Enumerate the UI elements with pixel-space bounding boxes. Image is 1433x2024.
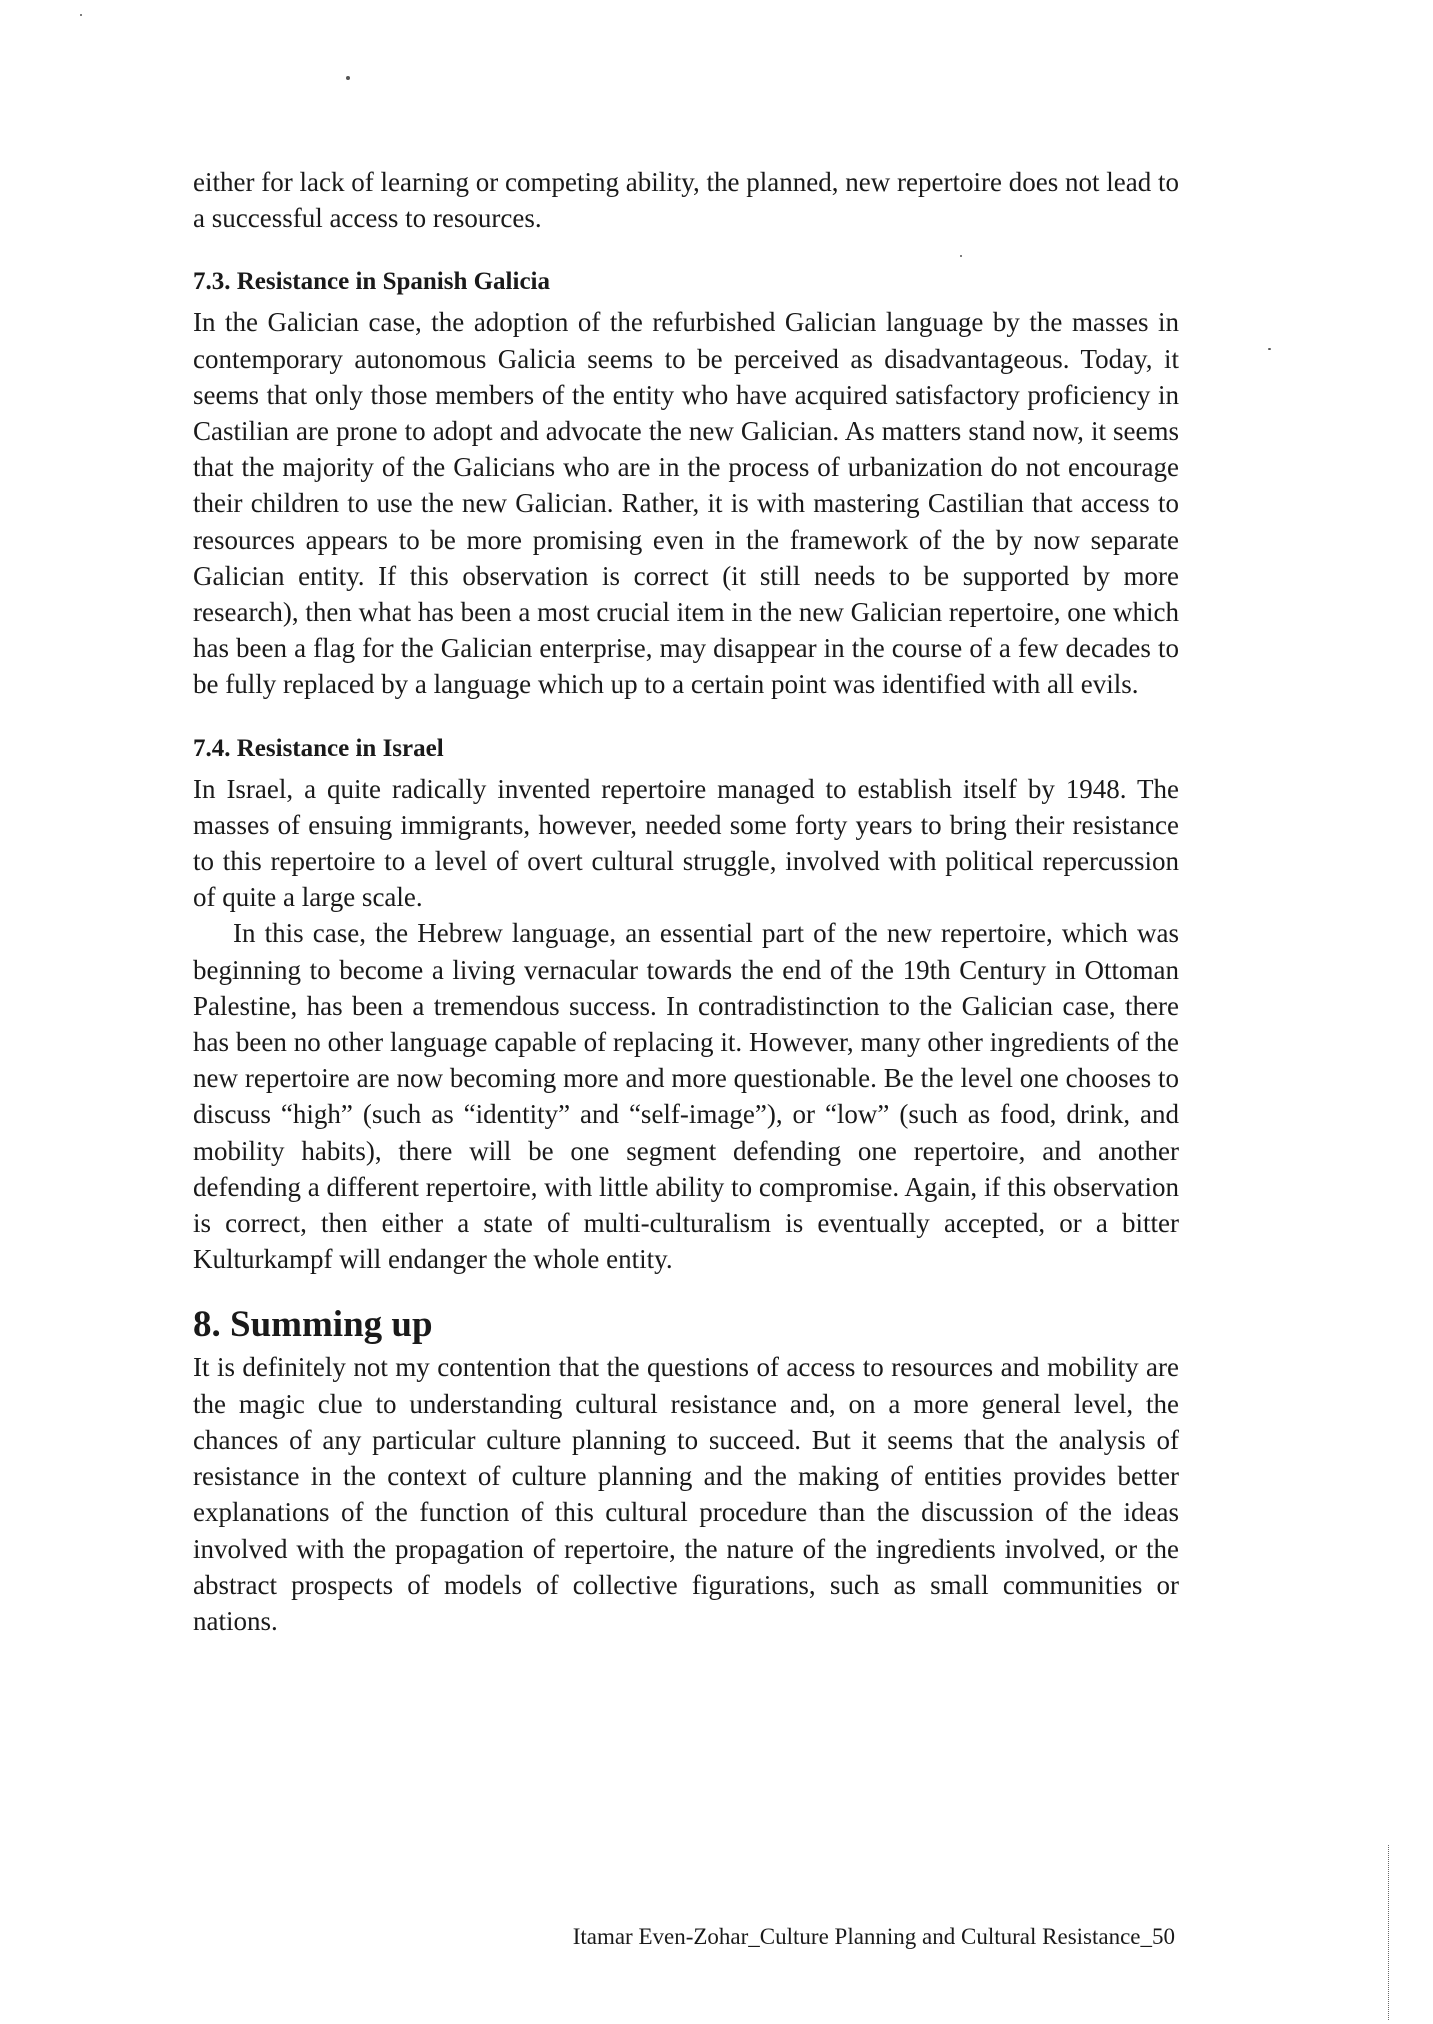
opening-paragraph: either for lack of learning or competing ability, the planned, new repertoire does not lead to a successful access to resources. [193, 167, 1179, 234]
section-8-paragraph: It is definitely not my contention that the questions of access to resources and mobility are the magic clue to understanding cultural resistance and, on a more general level, the chances of any particular culture planning to succeed. But it seems that the analysis of resistance in the context of culture planning and the making of entities provides better explanations of the function of this cultural procedure than the discussion of the ideas involved with the propagation of repertoire, the nature of the ingredients involved, or the abstract prospects of models of collective figurations, such as small communities or nations. [193, 1352, 1179, 1636]
scan-speck [1268, 348, 1271, 350]
section-heading-7-3: 7.3. Resistance in Spanish Galicia [193, 268, 550, 296]
scan-speck [346, 76, 350, 80]
section-heading-7-4: 7.4. Resistance in Israel [193, 734, 444, 762]
section-7-4-paragraph-1: In Israel, a quite radically invented repertoire managed to establish itself by 1948. The masses of ensuing immigrants, however, needed some forty years to bring their resistance to this repertoire to a level of overt cultural struggle, involved with political repercussion of quite a large scale. [193, 773, 1179, 913]
section-heading-8: 8. Summing up [193, 1304, 433, 1346]
page-footer: Itamar Even-Zohar_Culture Planning and Cultural Resistance_50 [572, 1924, 1175, 1949]
page-body [193, 164, 1179, 1639]
section-7-4-paragraph-2: In this case, the Hebrew language, an essential part of the new repertoire, which was beginning to become a living vernacular towards the end of the 19th Century in Ottoman Palestine, has been a tremendous success. In contradistinction to the Galician case, there has been no other language capable of replacing it. However, many other ingredients of the new repertoire are now becoming more and more questionable. Be the level one chooses to discuss “high” (such as “identity” and “self-image”), or “low” (such as food, drink, and mobility habits), there will be one segment defending one repertoire, and another defending a different repertoire, with little ability to compromise. Again, if this observation is correct, then either a state of multi-culturalism is eventually accepted, or a bitter Kulturkampf will endanger the whole entity. [193, 918, 1179, 1275]
scan-binding-edge [1388, 1845, 1390, 2020]
section-7-3-paragraph: In the Galician case, the adoption of the refurbished Galician language by the masses in contemporary autonomous Galicia seems to be perceived as disadvantageous. Today, it seems that only those members of the entity who have acquired satisfactory proficiency in Castilian are prone to adopt and advocate the new Galician. As matters stand now, it seems that the majority of the Galicians who are in the process of urbanization do not encourage their children to use the new Galician. Rather, it is with mastering Castilian that access to resources appears to be more promising even in the framework of the by now separate Galician entity. If this observation is correct (it still needs to be supported by more research), then what has been a most crucial item in the new Galician repertoire, one which has been a flag for the Galician enterprise, may disappear in the course of a few decades to be fully replaced by a language which up to a certain point was identified with all evils. [193, 307, 1179, 700]
scan-speck [80, 14, 82, 16]
